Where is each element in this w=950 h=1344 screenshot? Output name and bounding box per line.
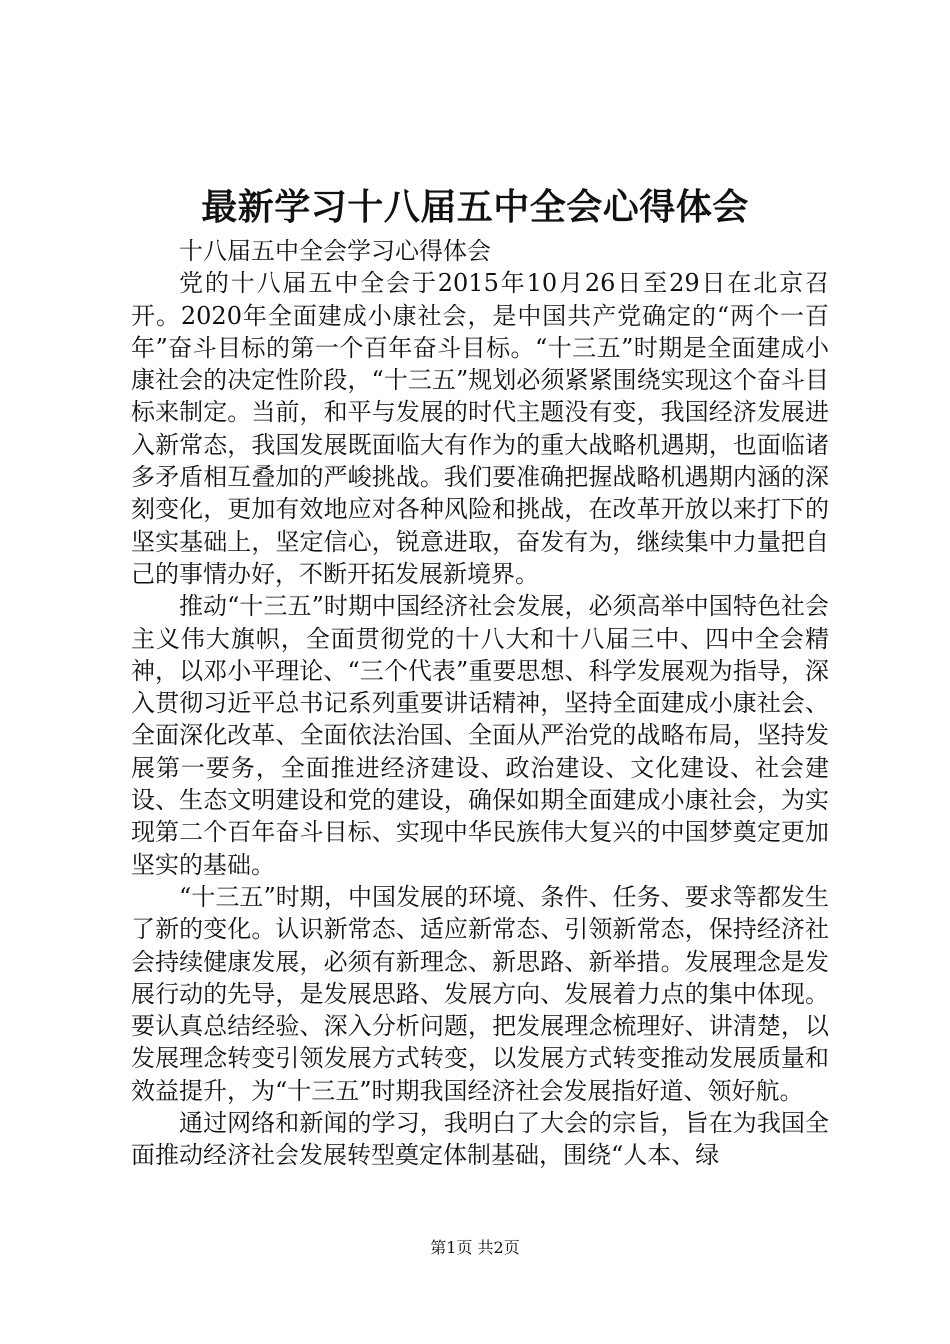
body-paragraph: 通过网络和新闻的学习，我明白了大会的宗旨，旨在为我国全面推动经济社会发展转型奠定体制基础，围绕“人本、绿 [131, 1109, 829, 1170]
body-paragraph: 党的十八届五中全会于2015年10月26日至29日在北京召开。2020年全面建成小康社会，是中国共产党确定的“两个一百年”奋斗目标的第一个百年奋斗目标。“十三五”时期是全面建成小康社会的决定性阶段，“十三五”规划必须紧紧围绕实现这个奋斗目标来制定。当前，和平与发展的时代主题没有变，我国经济发展进入新常态，我国发展既面临大有作为的重大战略机遇期，也面临诸多矛盾相互叠加的严峻挑战。我们要准确把握战略机遇期内涵的深刻变化，更加有效地应对各种风险和挑战，在改革开放以来打下的坚实基础上，坚定信心，锐意进取，奋发有为，继续集中力量把自己的事情办好，不断开拓发展新境界。 [131, 269, 829, 588]
page-number-footer: 第1页 共2页 [430, 1238, 520, 1257]
document-body [131, 235, 829, 1172]
body-paragraph: 推动“十三五”时期中国经济社会发展，必须高举中国特色社会主义伟大旗帜，全面贯彻党的十八大和十八届三中、四中全会精神，以邓小平理论、“三个代表”重要思想、科学发展观为指导，深入贯彻习近平总书记系列重要讲话精神，坚持全面建成小康社会、全面深化改革、全面依法治国、全面从严治党的战略布局，坚持发展第一要务，全面推进经济建设、政治建设、文化建设、社会建设、生态文明建设和党的建设，确保如期全面建成小康社会，为实现第二个百年奋斗目标、实现中华民族伟大复兴的中国梦奠定更加坚实的基础。 [131, 592, 829, 879]
body-paragraph: “十三五”时期，中国发展的环境、条件、任务、要求等都发生了新的变化。认识新常态、适应新常态、引领新常态，保持经济社会持续健康发展，必须有新理念、新思路、新举措。发展理念是发展行动的先导，是发展思路、发展方向、发展着力点的集中体现。要认真总结经验、深入分析问题，把发展理念梳理好、讲清楚，以发展理念转变引领发展方式转变，以发展方式转变推动发展质量和效益提升，为“十三五”时期我国经济社会发展指好道、领好航。 [131, 882, 829, 1105]
document-title: 最新学习十八届五中全会心得体会 [201, 186, 749, 228]
subtitle-paragraph: 十八届五中全会学习心得体会 [179, 237, 491, 265]
